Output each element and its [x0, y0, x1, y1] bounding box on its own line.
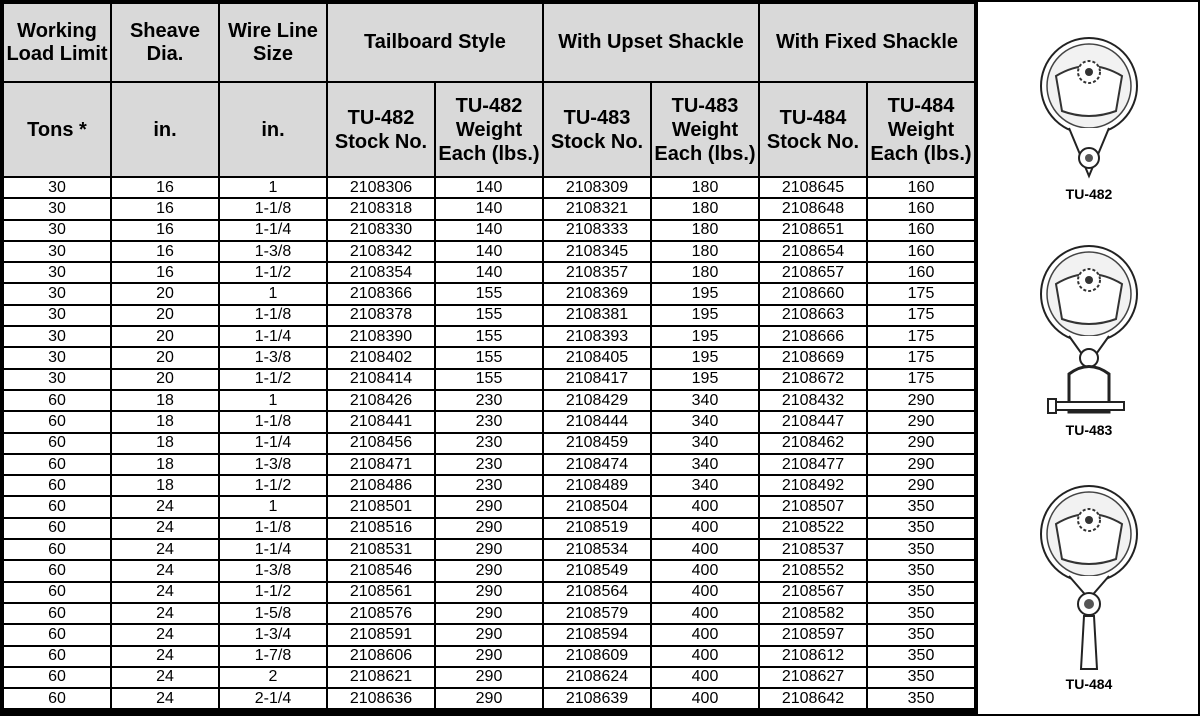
table-cell: 140	[435, 262, 543, 283]
table-cell: 195	[651, 305, 759, 326]
table-cell: 340	[651, 475, 759, 496]
table-cell: 1	[219, 496, 327, 517]
table-cell: 400	[651, 667, 759, 688]
table-cell: 195	[651, 283, 759, 304]
table-cell: 1-1/8	[219, 411, 327, 432]
table-cell: 30	[3, 220, 111, 241]
table-cell: 195	[651, 326, 759, 347]
table-cell: 290	[435, 646, 543, 667]
table-cell: 2108459	[543, 433, 651, 454]
table-cell: 2108432	[759, 390, 867, 411]
table-cell: 60	[3, 475, 111, 496]
table-cell: 2108519	[543, 518, 651, 539]
table-cell: 175	[867, 347, 975, 368]
table-cell: 60	[3, 539, 111, 560]
table-cell: 2108444	[543, 411, 651, 432]
table-cell: 24	[111, 624, 219, 645]
table-cell: 16	[111, 262, 219, 283]
table-cell: 1-7/8	[219, 646, 327, 667]
table-cell: 30	[3, 369, 111, 390]
table-cell: 230	[435, 475, 543, 496]
table-cell: 350	[867, 624, 975, 645]
table-cell: 1-3/8	[219, 560, 327, 581]
table-cell: 2108504	[543, 496, 651, 517]
table-cell: 20	[111, 305, 219, 326]
table-cell: 2108597	[759, 624, 867, 645]
table-cell: 20	[111, 326, 219, 347]
table-cell: 180	[651, 241, 759, 262]
table-cell: 230	[435, 454, 543, 475]
table-cell: 2108414	[327, 369, 435, 390]
tons-unit-header: Tons *	[3, 82, 111, 177]
table-cell: 350	[867, 539, 975, 560]
table-cell: 175	[867, 283, 975, 304]
table-cell: 400	[651, 624, 759, 645]
table-cell: 350	[867, 688, 975, 709]
table-cell: 1-3/4	[219, 624, 327, 645]
table-cell: 2108342	[327, 241, 435, 262]
table-cell: 60	[3, 518, 111, 539]
table-cell: 290	[435, 688, 543, 709]
table-cell: 60	[3, 560, 111, 581]
table-row	[3, 454, 975, 475]
table-cell: 2108549	[543, 560, 651, 581]
table-row	[3, 646, 975, 667]
table-cell: 60	[3, 496, 111, 517]
table-row	[3, 475, 975, 496]
table-cell: 2108624	[543, 667, 651, 688]
table-cell: 24	[111, 539, 219, 560]
upset-shackle-header: With Upset Shackle	[543, 3, 759, 82]
table-cell: 2108672	[759, 369, 867, 390]
table-cell: 2108486	[327, 475, 435, 496]
table-cell: 20	[111, 347, 219, 368]
table-cell: 1-1/4	[219, 326, 327, 347]
table-row	[3, 262, 975, 283]
table-cell: 2108462	[759, 433, 867, 454]
table-cell: 18	[111, 475, 219, 496]
table-cell: 30	[3, 305, 111, 326]
table-cell: 60	[3, 624, 111, 645]
table-cell: 400	[651, 560, 759, 581]
table-cell: 2108441	[327, 411, 435, 432]
table-cell: 290	[867, 433, 975, 454]
table-cell: 290	[435, 667, 543, 688]
table-cell: 2108627	[759, 667, 867, 688]
table-row	[3, 326, 975, 347]
table-cell: 2108666	[759, 326, 867, 347]
tu482-stock-header: TU-482 Stock No.	[327, 82, 435, 177]
table-cell: 18	[111, 433, 219, 454]
table-cell: 2108471	[327, 454, 435, 475]
table-cell: 2108534	[543, 539, 651, 560]
table-cell: 24	[111, 518, 219, 539]
table-row	[3, 283, 975, 304]
table-cell: 60	[3, 433, 111, 454]
table-cell: 2108354	[327, 262, 435, 283]
table-cell: 180	[651, 220, 759, 241]
table-cell: 1-1/4	[219, 220, 327, 241]
table-cell: 16	[111, 220, 219, 241]
table-cell: 24	[111, 603, 219, 624]
table-cell: 2108561	[327, 582, 435, 603]
table-cell: 2108474	[543, 454, 651, 475]
table-cell: 230	[435, 411, 543, 432]
table-cell: 2108516	[327, 518, 435, 539]
table-cell: 350	[867, 646, 975, 667]
table-cell: 140	[435, 220, 543, 241]
table-cell: 2108333	[543, 220, 651, 241]
table-cell: 2108669	[759, 347, 867, 368]
table-cell: 140	[435, 198, 543, 219]
table-cell: 2108522	[759, 518, 867, 539]
table-cell: 30	[3, 198, 111, 219]
table-cell: 2108582	[759, 603, 867, 624]
tu484-weight-header: TU-484 Weight Each (lbs.)	[867, 82, 975, 177]
table-cell: 2108567	[759, 582, 867, 603]
table-cell: 400	[651, 518, 759, 539]
table-cell: 195	[651, 347, 759, 368]
table-cell: 30	[3, 177, 111, 198]
table-cell: 60	[3, 390, 111, 411]
table-cell: 24	[111, 582, 219, 603]
table-cell: 16	[111, 198, 219, 219]
table-cell: 155	[435, 369, 543, 390]
table-cell: 400	[651, 539, 759, 560]
table-cell: 290	[435, 582, 543, 603]
table-cell: 30	[3, 347, 111, 368]
tu483-stock-header: TU-483 Stock No.	[543, 82, 651, 177]
table-cell: 1-3/8	[219, 454, 327, 475]
table-cell: 290	[867, 411, 975, 432]
table-cell: 175	[867, 369, 975, 390]
table-cell: 2108447	[759, 411, 867, 432]
table-cell: 2108492	[759, 475, 867, 496]
table-cell: 400	[651, 646, 759, 667]
table-cell: 400	[651, 688, 759, 709]
table-cell: 2108654	[759, 241, 867, 262]
table-cell: 60	[3, 454, 111, 475]
table-cell: 175	[867, 326, 975, 347]
table-cell: 18	[111, 454, 219, 475]
table-cell: 155	[435, 347, 543, 368]
table-cell: 230	[435, 390, 543, 411]
table-cell: 2108369	[543, 283, 651, 304]
figure-label: TU-482	[1065, 186, 1113, 202]
table-cell: 2-1/4	[219, 688, 327, 709]
table-cell: 350	[867, 603, 975, 624]
table-cell: 30	[3, 283, 111, 304]
table-row	[3, 496, 975, 517]
table-cell: 1	[219, 283, 327, 304]
table-cell: 1	[219, 177, 327, 198]
tu482-weight-header: TU-482 Weight Each (lbs.)	[435, 82, 543, 177]
wire-unit-header: in.	[219, 82, 327, 177]
table-cell: 350	[867, 518, 975, 539]
tailboard-style-header: Tailboard Style	[327, 3, 543, 82]
table-cell: 1-1/8	[219, 518, 327, 539]
table-cell: 290	[867, 390, 975, 411]
table-cell: 2108357	[543, 262, 651, 283]
table-cell: 2108579	[543, 603, 651, 624]
table-cell: 2108663	[759, 305, 867, 326]
table-cell: 2108390	[327, 326, 435, 347]
table-row	[3, 582, 975, 603]
table-cell: 2	[219, 667, 327, 688]
table-cell: 2108531	[327, 539, 435, 560]
table-cell: 290	[867, 454, 975, 475]
table-row	[3, 539, 975, 560]
table-cell: 340	[651, 433, 759, 454]
table-cell: 2108609	[543, 646, 651, 667]
table-cell: 180	[651, 198, 759, 219]
table-cell: 290	[435, 518, 543, 539]
table-row	[3, 518, 975, 539]
table-cell: 2108591	[327, 624, 435, 645]
table-cell: 340	[651, 411, 759, 432]
table-row	[3, 624, 975, 645]
figure-label: TU-484	[1065, 676, 1113, 692]
table-cell: 140	[435, 241, 543, 262]
table-cell: 24	[111, 688, 219, 709]
table-cell: 2108657	[759, 262, 867, 283]
table-row	[3, 411, 975, 432]
table-cell: 30	[3, 241, 111, 262]
table-row	[3, 305, 975, 326]
table-cell: 290	[435, 603, 543, 624]
table-cell: 2108552	[759, 560, 867, 581]
table-cell: 290	[867, 475, 975, 496]
table-cell: 1-1/2	[219, 582, 327, 603]
table-cell: 16	[111, 241, 219, 262]
table-cell: 24	[111, 496, 219, 517]
table-cell: 2108660	[759, 283, 867, 304]
table-cell: 1-1/4	[219, 433, 327, 454]
table-cell: 2108378	[327, 305, 435, 326]
table-cell: 2108537	[759, 539, 867, 560]
working-load-limit-header: Working Load Limit	[3, 3, 111, 82]
table-cell: 2108606	[327, 646, 435, 667]
table-cell: 2108564	[543, 582, 651, 603]
table-cell: 160	[867, 220, 975, 241]
table-body	[3, 177, 975, 709]
table-cell: 2108402	[327, 347, 435, 368]
table-cell: 180	[651, 177, 759, 198]
snatch-block-tailboard-icon	[1034, 26, 1144, 186]
table-row	[3, 560, 975, 581]
table-cell: 180	[651, 262, 759, 283]
table-cell: 24	[111, 560, 219, 581]
table-cell: 2108621	[327, 667, 435, 688]
table-row	[3, 177, 975, 198]
table-cell: 2108381	[543, 305, 651, 326]
table-cell: 20	[111, 369, 219, 390]
table-cell: 230	[435, 433, 543, 454]
table-cell: 1-1/2	[219, 475, 327, 496]
table-cell: 60	[3, 603, 111, 624]
table-cell: 2108417	[543, 369, 651, 390]
table-cell: 2108345	[543, 241, 651, 262]
table-cell: 400	[651, 603, 759, 624]
table-cell: 1-1/2	[219, 369, 327, 390]
table-cell: 350	[867, 560, 975, 581]
table-cell: 60	[3, 646, 111, 667]
table-cell: 1-1/4	[219, 539, 327, 560]
table-cell: 155	[435, 305, 543, 326]
table-cell: 16	[111, 177, 219, 198]
table-cell: 30	[3, 262, 111, 283]
table-cell: 400	[651, 582, 759, 603]
table-row	[3, 241, 975, 262]
table-cell: 160	[867, 262, 975, 283]
table-cell: 2108309	[543, 177, 651, 198]
table-cell: 400	[651, 496, 759, 517]
table-cell: 60	[3, 688, 111, 709]
table-cell: 2108366	[327, 283, 435, 304]
table-cell: 2108612	[759, 646, 867, 667]
table-cell: 2108321	[543, 198, 651, 219]
table-row	[3, 667, 975, 688]
table-cell: 140	[435, 177, 543, 198]
table-cell: 1-1/8	[219, 305, 327, 326]
table-cell: 2108501	[327, 496, 435, 517]
sheave-unit-header: in.	[111, 82, 219, 177]
table-cell: 1-1/2	[219, 262, 327, 283]
snatch-block-upset-shackle-icon	[1034, 234, 1144, 424]
table-cell: 2108426	[327, 390, 435, 411]
table-cell: 2108651	[759, 220, 867, 241]
table-cell: 290	[435, 624, 543, 645]
table-cell: 350	[867, 582, 975, 603]
table-cell: 290	[435, 560, 543, 581]
table-cell: 195	[651, 369, 759, 390]
table-cell: 2108642	[759, 688, 867, 709]
table-row	[3, 390, 975, 411]
table-cell: 60	[3, 411, 111, 432]
table-cell: 2108306	[327, 177, 435, 198]
table-cell: 18	[111, 390, 219, 411]
wire-line-size-header: Wire Line Size	[219, 3, 327, 82]
table-cell: 2108576	[327, 603, 435, 624]
table-cell: 290	[435, 539, 543, 560]
table-row	[3, 347, 975, 368]
table-cell: 1-3/8	[219, 347, 327, 368]
table-cell: 160	[867, 198, 975, 219]
product-figures-panel	[978, 2, 1198, 714]
snatch-block-fixed-shackle-icon	[1034, 474, 1144, 674]
table-row	[3, 433, 975, 454]
table-cell: 160	[867, 241, 975, 262]
sheave-dia-header: Sheave Dia.	[111, 3, 219, 82]
table-cell: 2108507	[759, 496, 867, 517]
tu484-stock-header: TU-484 Stock No.	[759, 82, 867, 177]
table-cell: 1-3/8	[219, 241, 327, 262]
table-cell: 2108456	[327, 433, 435, 454]
table-cell: 24	[111, 667, 219, 688]
table-cell: 2108594	[543, 624, 651, 645]
table-cell: 2108546	[327, 560, 435, 581]
table-cell: 2108477	[759, 454, 867, 475]
table-cell: 2108648	[759, 198, 867, 219]
snatch-block-spec-table	[2, 2, 976, 710]
table-cell: 1-5/8	[219, 603, 327, 624]
table-row	[3, 198, 975, 219]
table-row	[3, 688, 975, 709]
table-cell: 175	[867, 305, 975, 326]
table-cell: 30	[3, 326, 111, 347]
table-cell: 155	[435, 326, 543, 347]
table-cell: 2108639	[543, 688, 651, 709]
table-cell: 2108489	[543, 475, 651, 496]
table-cell: 2108330	[327, 220, 435, 241]
table-row	[3, 369, 975, 390]
table-cell: 2108405	[543, 347, 651, 368]
table-row	[3, 603, 975, 624]
table-cell: 60	[3, 667, 111, 688]
table-cell: 60	[3, 582, 111, 603]
table-row	[3, 220, 975, 241]
table-cell: 2108393	[543, 326, 651, 347]
table-cell: 20	[111, 283, 219, 304]
table-cell: 290	[435, 496, 543, 517]
table-cell: 1-1/8	[219, 198, 327, 219]
fixed-shackle-header: With Fixed Shackle	[759, 3, 975, 82]
table-cell: 340	[651, 390, 759, 411]
table-cell: 2108318	[327, 198, 435, 219]
table-cell: 2108429	[543, 390, 651, 411]
table-cell: 155	[435, 283, 543, 304]
table-cell: 350	[867, 667, 975, 688]
table-cell: 350	[867, 496, 975, 517]
table-cell: 24	[111, 646, 219, 667]
table-cell: 160	[867, 177, 975, 198]
table-cell: 340	[651, 454, 759, 475]
table-cell: 2108636	[327, 688, 435, 709]
figure-label: TU-483	[1065, 422, 1113, 438]
table-cell: 1	[219, 390, 327, 411]
table-cell: 18	[111, 411, 219, 432]
tu483-weight-header: TU-483 Weight Each (lbs.)	[651, 82, 759, 177]
table-cell: 2108645	[759, 177, 867, 198]
